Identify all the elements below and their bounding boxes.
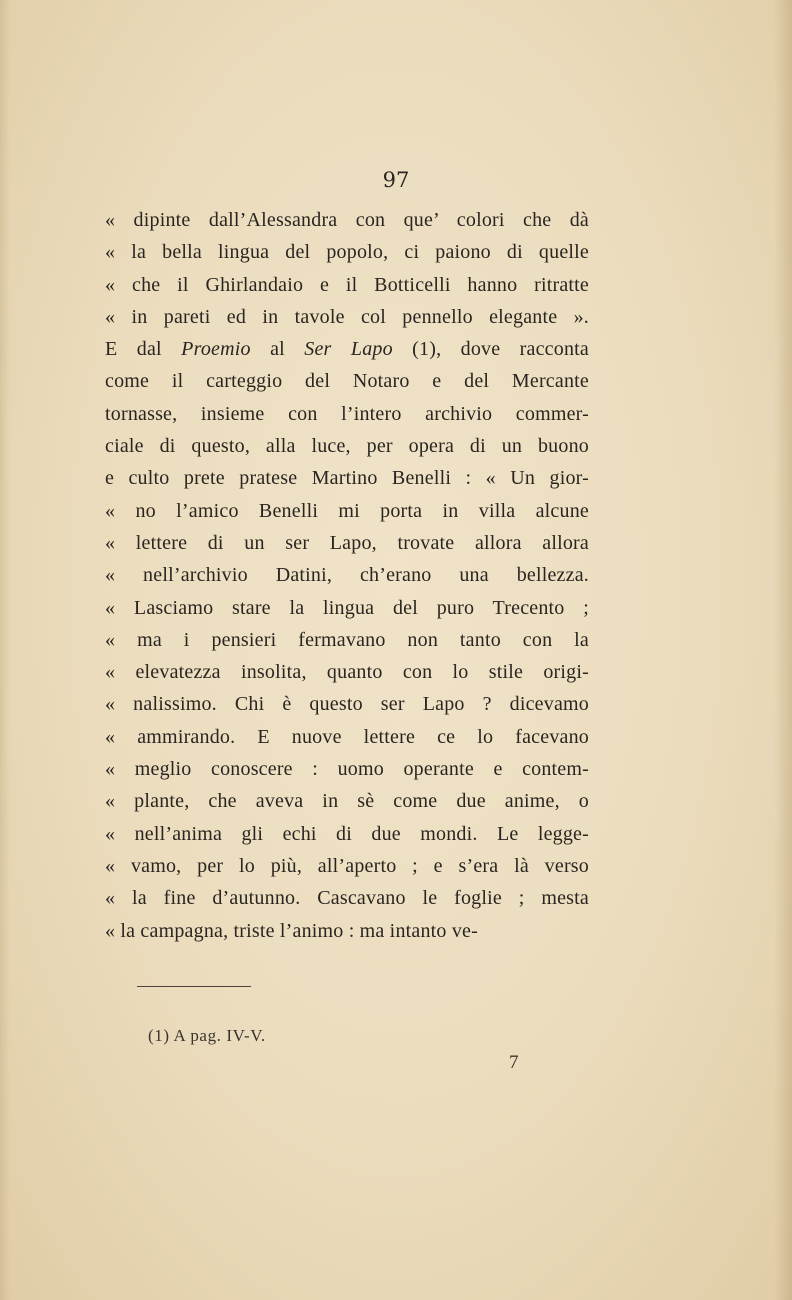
- signature-mark: 7: [509, 1052, 519, 1073]
- text-line: tornasse, insieme con l’intero archivio commer-: [105, 402, 589, 425]
- page-right-edge-shadow: [774, 0, 792, 1300]
- text-line: « no l’amico Benelli mi porta in villa alcune: [105, 499, 589, 522]
- text-line: « ma i pensieri fermavano non tanto con la: [105, 628, 589, 651]
- text-line: ciale di questo, alla luce, per opera di un buono: [105, 435, 589, 458]
- body-text: [105, 204, 589, 947]
- text-line: « lettere di un ser Lapo, trovate allora allora: [105, 531, 589, 554]
- text-line: « che il Ghirlandaio e il Botticelli hanno ritratte: [105, 273, 589, 296]
- text-line: « elevatezza insolita, quanto con lo stile origi-: [105, 661, 589, 684]
- text-line: « vamo, per lo più, all’aperto ; e s’era là verso: [105, 854, 589, 877]
- text-line: « la campagna, triste l’animo : ma intanto ve-: [105, 919, 478, 942]
- text-line: « meglio conoscere : uomo operante e contem-: [105, 758, 589, 781]
- text-line: « in pareti ed in tavole col pennello elegante ».: [105, 305, 589, 328]
- text-line: come il carteggio del Notaro e del Mercante: [105, 370, 589, 393]
- page-number: 97: [382, 168, 410, 192]
- footnote-rule: [137, 986, 251, 987]
- text-line: « dipinte dall’Alessandra con que’ colori che dà: [105, 209, 589, 231]
- text-line: « la fine d’autunno. Cascavano le foglie ; mesta: [105, 887, 589, 910]
- text-line: « Lasciamo stare la lingua del puro Trecento ;: [105, 596, 589, 619]
- text-line: « nell’archivio Datini, ch’erano una bellezza.: [105, 564, 589, 587]
- text-line: « nell’anima gli echi di due mondi. Le legge-: [105, 822, 589, 845]
- text-line: « plante, che aveva in sè come due anime, o: [105, 790, 589, 813]
- text-line: « la bella lingua del popolo, ci paiono di quelle: [105, 241, 589, 264]
- footnote: (1) A pag. IV-V.: [148, 1026, 266, 1045]
- text-line: « nalissimo. Chi è questo ser Lapo ? dicevamo: [105, 693, 589, 716]
- text-line: « ammirando. E nuove lettere ce lo facevano: [105, 725, 589, 748]
- page-left-edge-shadow: [0, 0, 10, 1300]
- text-line: E dal Proemio al Ser Lapo (1), dove racconta: [105, 338, 589, 361]
- text-line: e culto prete pratese Martino Benelli : « Un gior-: [105, 467, 589, 490]
